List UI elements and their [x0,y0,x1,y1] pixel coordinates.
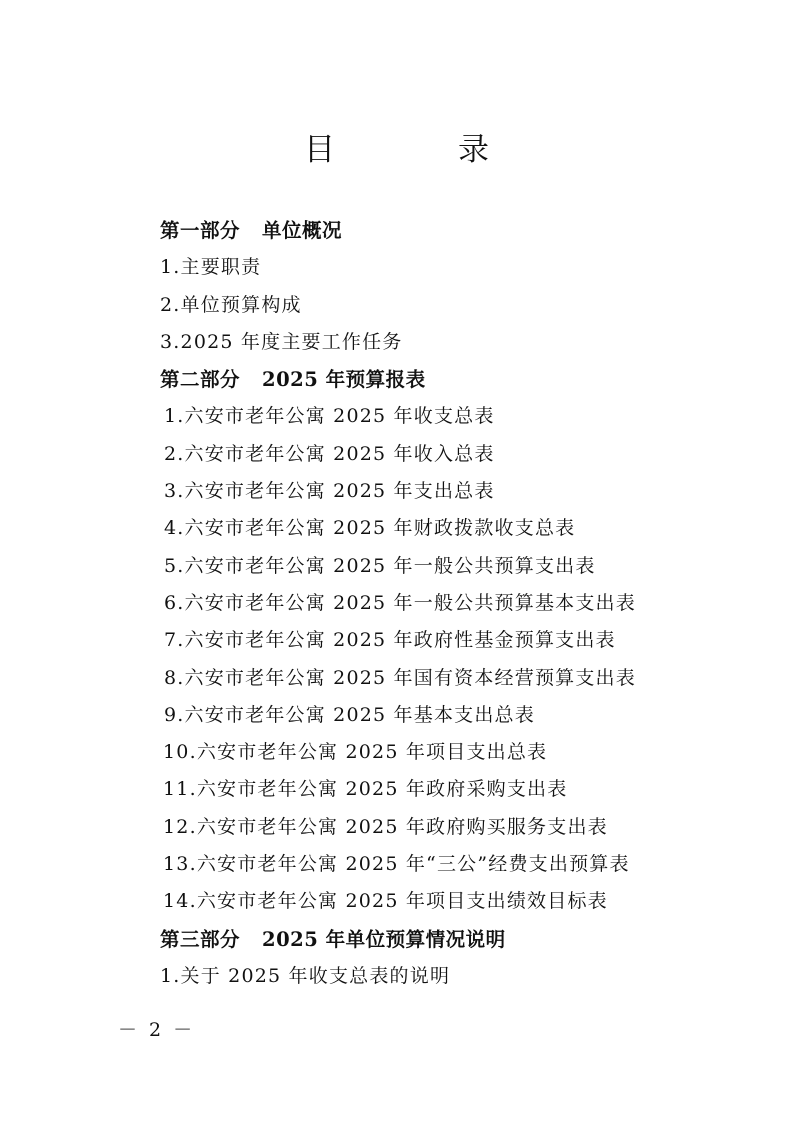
page-number: － 2 － [118,1019,196,1041]
toc-entry[interactable]: 13.六安市老年公寓 2025 年“三公”经费支出预算表 [163,853,630,876]
toc-entry[interactable]: 2.六安市老年公寓 2025 年收入总表 [164,442,495,465]
table-of-contents [160,212,720,995]
toc-entry[interactable]: 7.六安市老年公寓 2025 年政府性基金预算支出表 [164,629,616,652]
page-title: 目 录 [304,132,535,168]
toc-entry[interactable]: 1.关于 2025 年收支总表的说明 [160,964,451,987]
part-3-label: 第三部分 [160,927,241,951]
toc-entry[interactable]: 3.六安市老年公寓 2025 年支出总表 [164,480,495,503]
toc-entry[interactable]: 12.六安市老年公寓 2025 年政府购买服务支出表 [163,815,608,838]
toc-entry[interactable]: 4.六安市老年公寓 2025 年财政拨款收支总表 [164,517,576,540]
part-1-label: 第一部分 [160,219,241,242]
toc-entry[interactable]: 5.六安市老年公寓 2025 年一般公共预算支出表 [164,554,596,577]
part-1-heading[interactable] [160,212,720,249]
part-2-heading[interactable] [160,361,720,398]
toc-entry[interactable]: 11.六安市老年公寓 2025 年政府采购支出表 [163,778,568,801]
toc-entry[interactable]: 8.六安市老年公寓 2025 年国有资本经营预算支出表 [164,666,636,689]
toc-entry[interactable]: 10.六安市老年公寓 2025 年项目支出总表 [163,741,548,764]
toc-entry[interactable]: 1.主要职责 [160,256,262,279]
part-2-title: 2025 年预算报表 [262,368,426,392]
toc-entry[interactable]: 9.六安市老年公寓 2025 年基本支出总表 [164,703,535,726]
toc-entry[interactable]: 2.单位预算构成 [160,293,302,316]
part-1-title: 单位概况 [262,219,343,242]
part-3-heading[interactable] [160,921,720,958]
part-3-title: 2025 年单位预算情况说明 [262,927,506,951]
toc-entry[interactable]: 14.六安市老年公寓 2025 年项目支出绩效目标表 [163,890,608,913]
toc-entry[interactable]: 3.2025 年度主要工作任务 [160,330,403,353]
toc-entry[interactable]: 6.六安市老年公寓 2025 年一般公共预算基本支出表 [164,591,636,614]
part-2-label: 第二部分 [160,368,241,392]
toc-entry[interactable]: 1.六安市老年公寓 2025 年收支总表 [164,405,495,428]
